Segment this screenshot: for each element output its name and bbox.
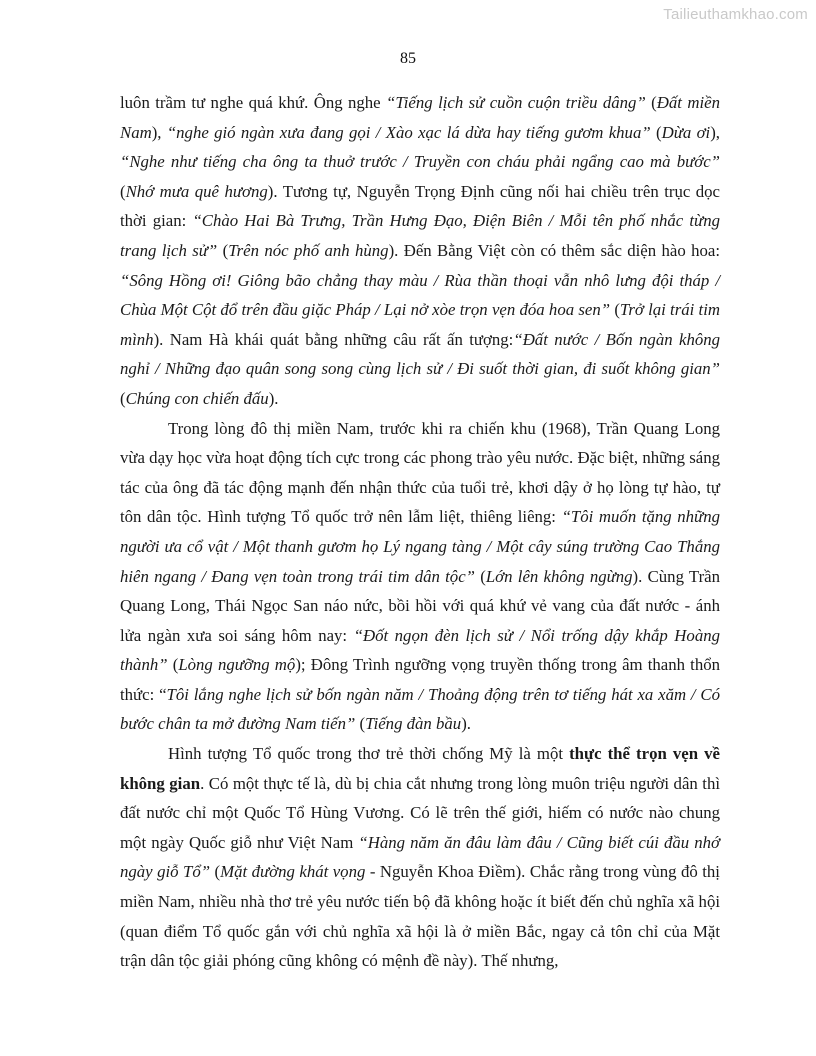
text-run: ). Cùng Trần Quang Long, Thái Ngọc San náo nức, bồi hồi với quá khứ vẻ vang của đất nước - ánh lửa ngàn xưa soi sáng hôm nay: [120, 566, 721, 645]
quoted-text: Dừa ơi [661, 122, 711, 142]
quoted-text: Tôi lắng nghe lịch sử bốn ngàn năm / Thoảng động trên tơ tiếng hát xa xăm / Có bước chân ta mở đường Nam tiến” [120, 684, 720, 734]
page-number: 85 [400, 50, 416, 67]
text-run: ), [710, 122, 720, 142]
text-run: ( [474, 566, 486, 586]
text-run: ( [610, 300, 620, 320]
text-run: luôn trầm tư nghe quá khứ. Ông nghe [120, 93, 387, 112]
quoted-text: Lòng ngưỡng mộ [178, 655, 296, 675]
quoted-text: Đất miền Nam [120, 93, 720, 142]
quoted-text: “Sông Hồng ơi! Giông bão chẳng thay màu / Rùa thần thoại vẫn nhô lưng đội tháp / Chùa Một Cột đổ trên đầu giặc Pháp / Lại nở xòe trọn vẹn đóa hoa sen” [120, 270, 720, 320]
text-run: ( [210, 862, 221, 882]
quoted-text: “Đốt ngọn đèn lịch sử / Nổi trống dậy khắp Hoàng thành” [120, 625, 720, 675]
quoted-text: Mặt đường khát vọng [220, 862, 366, 882]
text-run: ); Đông Trình ngưỡng vọng truyền thống trong âm thanh thổn thức: “ [120, 655, 720, 704]
quoted-text: “Tiếng lịch sử cuồn cuộn triều dâng” [386, 93, 646, 112]
text-run: ( [355, 714, 366, 734]
text-run: ). Đến Bằng Việt còn có thêm sắc diện hào hoa: [388, 240, 720, 260]
text-run: ). [461, 714, 471, 734]
text-run: . Có một thực tế là, dù bị chia cắt nhưng trong lòng muôn triệu người dân thì đất nước chỉ một Quốc Tổ Hùng Vương. Có lẽ trên thế giới, hiếm có nước nào chung một ngày Quốc giỗ như Việt Nam [120, 773, 720, 852]
paragraph [120, 88, 720, 414]
paragraph [120, 414, 720, 740]
text-run: ). [268, 388, 279, 408]
watermark: Tailieuthamkhao.com [663, 6, 808, 23]
quoted-text: “Tôi muốn tặng những người ưa cổ vật / Một thanh gươm họ Lý ngang tàng / Một cây súng trường Cao Thắng hiên ngang / Đang vẹn toàn trong trái tim dân tộc” [120, 507, 720, 586]
quoted-text: “Chào Hai Bà Trưng, Trần Hưng Đạo, Điện Biên / Mỗi tên phố nhắc từng trang lịch sử” [120, 211, 720, 260]
text-run: Trong lòng đô thị miền Nam, trước khi ra chiến khu (1968), Trần Quang Long vừa dạy học vừa hoạt động tích cực trong các phong trào yêu nước. Đặc biệt, những sáng tác của ông đã tác động mạnh đến nhận thức của tuổi trẻ, khơi dậy ở họ lòng tự hào, tự tôn dân tộc. Hình tượng Tổ quốc trở nên lẫm liệt, thiêng liêng: [120, 418, 720, 527]
quoted-text: Nhớ mưa quê hương [125, 181, 268, 201]
text-run: ). Tương tự, Nguyễn Trọng Định cũng nối hai chiều trên trục dọc thời gian: [120, 181, 720, 231]
quoted-text: “Nghe như tiếng cha ông ta thuở trước / Truyền con cháu phải ngẩng cao mà bước” [120, 152, 720, 172]
paragraph [120, 739, 720, 976]
emphasized-text: thực thể trọn vẹn về không gian [120, 744, 720, 793]
quoted-text: “nghe gió ngàn xưa đang gọi / Xào xạc lá dừa hay tiếng gươm khua” [166, 122, 651, 142]
text-run: ( [217, 240, 229, 260]
body-text [120, 88, 720, 976]
text-run: ( [120, 181, 126, 201]
text-run: ( [645, 93, 657, 112]
quoted-text: Trở lại trái tim mình [120, 300, 720, 349]
text-run: Hình tượng Tổ quốc trong thơ trẻ thời chống Mỹ là một [168, 744, 570, 764]
quoted-text: “Đất nước / Bốn ngàn không nghỉ / Những đạo quân song song cùng lịch sử / Đi suốt thời gian, đi suốt không gian” [120, 329, 721, 379]
text-run: ( [167, 655, 179, 675]
text-run: ( [120, 388, 126, 408]
text-run: ). Nam Hà khái quát bằng những câu rất ấn tượng: [153, 329, 514, 349]
text-run: ), [151, 122, 167, 142]
text-run: - Nguyễn Khoa Điềm). Chắc rằng trong vùng đô thị miền Nam, nhiều nhà thơ trẻ yêu nước tiến bộ đã không hoặc ít biết đến chủ nghĩa xã hội (quan điểm Tổ quốc gắn với chủ nghĩa xã hội là ở miền Bắc, ngay cả tôn chỉ của Mặt trận dân tộc giải phóng cũng không có mệnh đề này). Thế nhưng, [120, 862, 720, 971]
quoted-text: Lớn lên không ngừng [485, 566, 633, 586]
quoted-text: “Hàng năm ăn đâu làm đâu / Cũng biết cúi đầu nhớ ngày giỗ Tổ” [120, 832, 721, 882]
text-run: ( [650, 122, 662, 142]
quoted-text: Trên nóc phố anh hùng [228, 240, 389, 260]
quoted-text: Tiếng đàn bầu [365, 714, 462, 734]
quoted-text: Chúng con chiến đấu [125, 388, 269, 408]
